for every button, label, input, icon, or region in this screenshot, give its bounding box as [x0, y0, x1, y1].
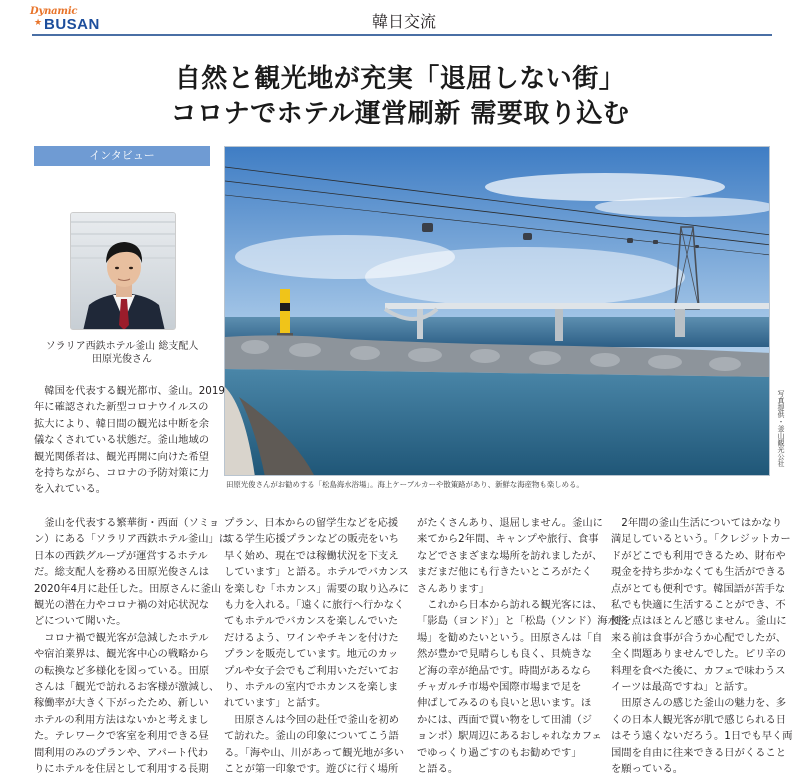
body-line: でゆっくり過ごすのもお勧めです」 — [417, 746, 582, 759]
body-line: の転換など多様化を図っている。田原 — [34, 664, 210, 677]
interview-tag: インタビュー — [34, 146, 210, 166]
body-line: 国間を自由に往来できる日がくること — [611, 746, 787, 759]
body-line: も力を入れる。「遠くに旅行へ行かなく — [224, 599, 405, 612]
body-line: 早く始め、現在では稼働状況を下支え — [224, 549, 399, 562]
dynamic-busan-logo — [30, 6, 100, 32]
body-line: チャガルチ市場や国際市場まで足を — [417, 681, 582, 694]
body-line: プルや女子会でもご利用いただいてお — [224, 664, 399, 677]
body-column-2 — [224, 515, 409, 778]
section-title: 韓日交流 — [372, 12, 437, 31]
body-line: がたくさんあり、退屈しません。釜山に — [417, 517, 603, 529]
body-line: さんは「観光で訪れるお客様が激減し、 — [34, 681, 220, 694]
body-line: 「影島（ヨンド）」と「松島（ソンド）海水浴 — [417, 615, 629, 628]
body-line: 日本の西鉄グループが運営するホテル — [34, 549, 208, 562]
body-line: 伸ばしてみるのも良いと思います。ほ — [417, 697, 592, 710]
body-line: などでさまざまな場所を訪れましたが、 — [417, 549, 603, 562]
headline-line-1: 自然と観光地が充実「退屈しない街」 — [174, 64, 626, 94]
body-line: する学生応援プランなどの販売をいち — [224, 533, 400, 546]
photo-caption: 田原光俊さんがお勧めする「松島海水浴場」。海上ケーブルカーや散策路があり、新鮮な海産物も楽しめる。 — [226, 480, 584, 489]
body-line: 稼働率が大きく下がったため、新しい — [34, 697, 209, 710]
body-line: を楽しむ「ホカンス」需要の取り込みに — [224, 582, 410, 595]
body-line: くの日本人観光客が肌で感じられる日 — [611, 713, 787, 726]
body-line: 拡大により、韓日間の観光は中断を余 — [34, 417, 210, 430]
body-line: さんあります」 — [417, 582, 490, 595]
body-line: プランを販売しています。地元のカッ — [224, 648, 399, 661]
body-column-3 — [417, 515, 628, 778]
header-divider — [32, 34, 772, 36]
headline-line-2: コロナでホテル運営刷新 需要取り込む — [170, 99, 630, 129]
body-line: ど海の幸が絶品です。時間があるなら — [417, 664, 592, 677]
body-line: を持ちながら、コロナの予防対策に力 — [34, 467, 210, 480]
body-line: 年に確認された新型コロナウイルスの — [34, 401, 209, 414]
body-column-1 — [34, 515, 239, 778]
body-line: 間利用のみのプランや、アパート代わ — [34, 746, 209, 759]
body-line: だ。総支配人を務める田原光俊さんは — [34, 566, 210, 579]
body-line: 田原さんは今回の赴任で釜山を初め — [224, 713, 400, 726]
body-line: り、ホテルの室内でホカンスを楽しま — [224, 681, 399, 694]
body-line: 釜山を代表する繁華街・西面（ソミョ — [34, 517, 220, 529]
body-line: 観光の潜在力やコロナ禍の対応状況な — [34, 599, 210, 612]
photo-credit: 写真提供・釜山観光公社 — [777, 390, 785, 467]
body-line: プラン、日本からの留学生などを応援 — [224, 517, 399, 529]
body-line: 田原さんの感じた釜山の魅力を、多 — [611, 697, 787, 710]
body-line: 私でも快適に生活することができ、不 — [611, 599, 786, 612]
body-line: コロナ禍で観光客が急減したホテル — [34, 631, 209, 644]
body-line: 2020年4月に赴任した。田原さんに釜山 — [34, 582, 222, 595]
body-line: 韓国を代表する観光都市、釜山。2019 — [34, 385, 225, 397]
body-line: ン）にある「ソラリア西鉄ホテル釜山」は、 — [34, 533, 240, 546]
body-line: た。テレワークで客室を利用できる昼 — [34, 730, 209, 743]
body-line: を願っている。 — [611, 763, 684, 776]
body-line: る。「海や山、川があって観光地が多い — [224, 746, 405, 759]
body-line: と語る。 — [417, 763, 459, 776]
body-line: だけるよう、ワインやチキンを付けた — [224, 631, 399, 644]
person-name: 田原光俊さん — [92, 354, 152, 365]
body-line: てもホテルでバカンスを楽しんでいた — [224, 615, 399, 628]
body-column-4 — [611, 515, 793, 778]
body-line: や宿泊業界は、観光客中心の戦略から — [34, 648, 210, 661]
photo-illustration — [225, 147, 770, 476]
body-line: 現金を持ち歩かなくても生活ができる — [611, 566, 787, 579]
body-line: て訪れた。釜山の印象についてこう語 — [224, 730, 399, 743]
body-line: 料理を食べた後に、カフェで味わうス — [611, 664, 786, 677]
body-line: 全く問題ありませんでした。ピリ辛の — [611, 648, 787, 661]
body-line: しています」と語る。ホテルでバカンス — [224, 566, 409, 579]
body-line: ことが第一印象です。遊びに行く場所 — [224, 763, 399, 776]
body-line: 来る前は食事が合うか心配でしたが、 — [611, 631, 787, 644]
body-line: 来てから2年間、キャンプや旅行、食事 — [417, 533, 599, 546]
body-line: 儀なくされている状態だ。釜山地域の — [34, 434, 210, 447]
body-line: まだまだ他にも行きたいところがたく — [417, 566, 593, 579]
body-line: りにホテルを住居として利用する長期 — [34, 763, 209, 776]
body-line: ドがどこでも利用できるため、財布や — [611, 549, 786, 562]
portrait-illustration — [71, 213, 176, 330]
body-line: これから日本から訪れる観光客には、 — [417, 599, 603, 612]
body-line: どについて聞いた。 — [34, 615, 127, 628]
body-line: ホテルの利用方法はないかと考えまし — [34, 713, 209, 726]
body-line: はそう遠くないだろう。1日でも早く両 — [611, 730, 793, 743]
body-line: ョンポ）駅周辺にあるおしゃれなカフェ — [417, 730, 602, 743]
body-line: 観光関係者は、観光再開に向けた希望 — [34, 450, 210, 463]
body-line: 2年間の釜山生活についてはかなり — [611, 517, 783, 529]
songdo-beach-photo — [224, 146, 770, 476]
person-title: ソラリア西鉄ホテル釜山 総支配人 — [45, 341, 199, 352]
body-line: 場」を勧めたいという。田原さんは「自 — [417, 631, 603, 644]
body-line: イーツは最高ですね」と話す。 — [611, 681, 754, 694]
logo-wordmark: BUSAN — [44, 16, 100, 33]
body-line: 満足しているという。「クレジットカー — [611, 533, 791, 546]
body-line: れています」と話す。 — [224, 697, 327, 710]
body-line: かには、西面で買い物をして田浦（ジ — [417, 713, 593, 726]
body-line: 便を点はほとんど感じません。釜山に — [611, 615, 787, 628]
logo-script-text: Dynamic — [30, 6, 78, 17]
body-line: を入れている。 — [34, 483, 107, 496]
portrait-photo — [70, 212, 176, 330]
logo-star-icon: ★ — [34, 18, 43, 28]
body-line: 然が豊かで見晴らしも良く、貝焼きな — [417, 648, 592, 661]
body-line: 点がとても便利です。韓国語が苦手な — [611, 582, 786, 595]
body-column-1-lead — [34, 383, 225, 498]
